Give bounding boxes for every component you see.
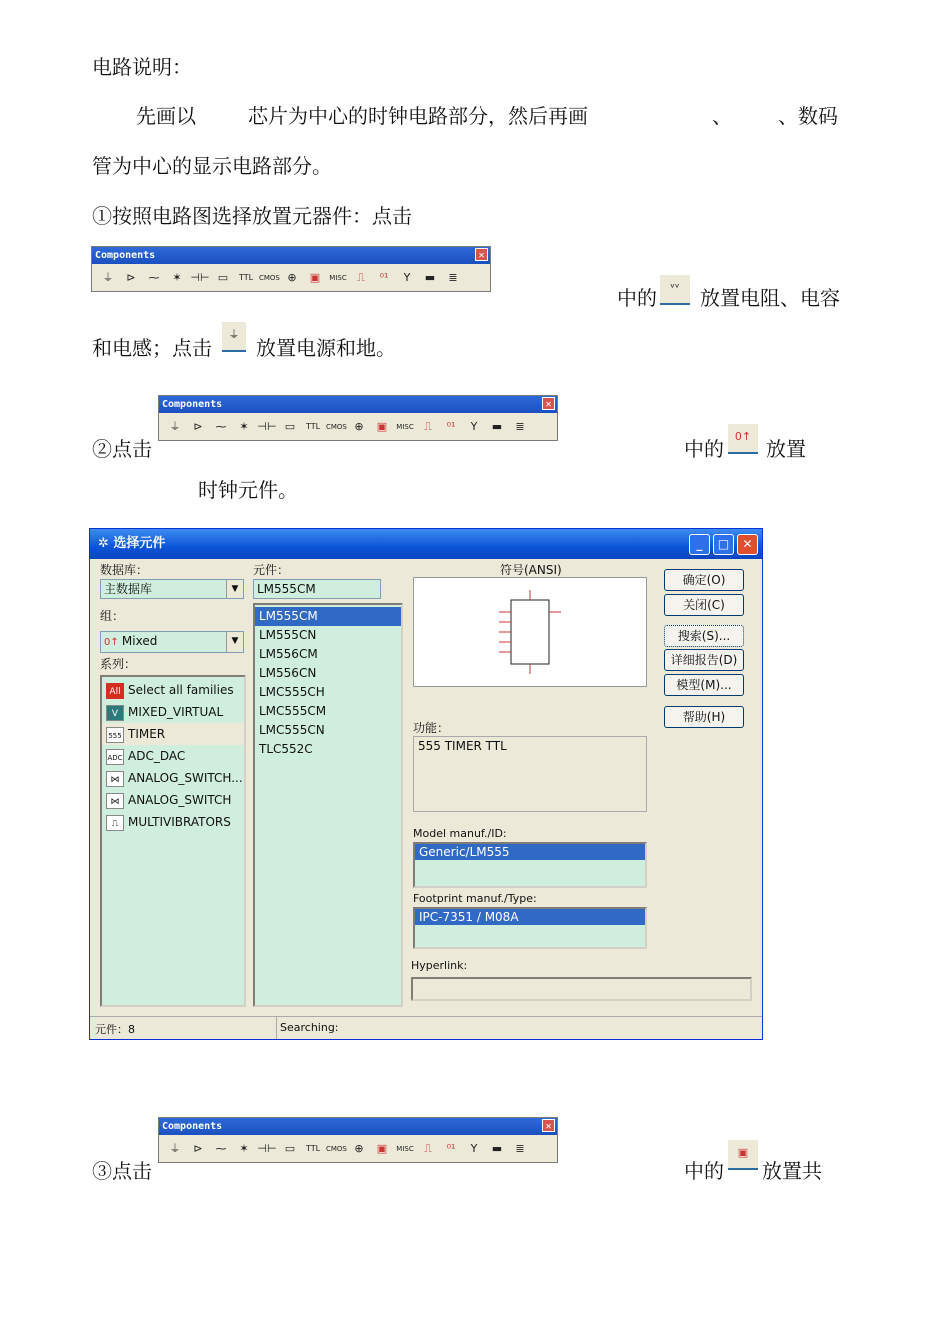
diode-icon[interactable]: ⊳	[193, 419, 203, 433]
family-item-mixed-virtual[interactable]: V MIXED_VIRTUAL	[102, 701, 244, 723]
mixed-icon[interactable]: 0↑	[728, 424, 758, 454]
pulse-icon: ⎍	[106, 815, 124, 831]
component-input[interactable]: LM555CM	[253, 579, 381, 599]
cmos-icon[interactable]: CMOS	[259, 273, 280, 282]
component-label: 元件：	[253, 563, 290, 577]
model-label: Model manuf./ID:	[413, 827, 507, 840]
list-item[interactable]: IPC-7351 / M08A	[415, 909, 645, 925]
toolbar-icons	[92, 264, 490, 291]
group-label: 组：	[100, 609, 125, 623]
timer-symbol-icon	[414, 578, 646, 686]
list-item[interactable]: LM556CN	[259, 666, 317, 680]
mixed-icon[interactable]: ⎍	[357, 270, 365, 284]
symbol-preview	[413, 577, 647, 687]
step2-text: ②点击	[92, 437, 152, 461]
analog-icon[interactable]: ▭	[217, 270, 229, 284]
family-item-multivibrators[interactable]: ⎍ MULTIVIBRATORS	[102, 811, 244, 833]
line1-part-b: 芯片为中心的时钟电路部分，然后再画	[248, 104, 588, 128]
step2-line2: 时钟元件。	[198, 478, 298, 502]
close-icon[interactable]: ✕	[542, 1119, 555, 1132]
resistor-icon[interactable]: ⁓	[215, 1141, 227, 1155]
misc-icon[interactable]: MISC	[329, 273, 347, 282]
capacitor-icon[interactable]: ⊣⊢	[190, 270, 210, 284]
family-item-analog-switch-2[interactable]: ⋈ ANALOG_SWITCH	[102, 789, 244, 811]
group-select[interactable]: 0↑ Mixed ▼	[100, 631, 244, 653]
display-icon[interactable]: ▬	[491, 419, 503, 433]
cmos-icon[interactable]: CMOS	[326, 1144, 347, 1153]
function-label: 功能：	[413, 721, 450, 735]
family-item-timer[interactable]: 555 TIMER	[102, 723, 244, 745]
list-item[interactable]: LMC555CN	[259, 723, 325, 737]
toolbar-caption: Components ✕	[159, 396, 557, 413]
close-icon[interactable]: ✕	[737, 534, 758, 555]
antenna-icon[interactable]: Y	[470, 419, 478, 433]
switch-icon: ⋈	[106, 793, 124, 809]
detail-report-button[interactable]: 详细报告(D)	[664, 649, 744, 671]
chevron-down-icon[interactable]: ▼	[226, 580, 243, 598]
step3-mid: 中的	[684, 1159, 724, 1183]
symbol-label: 符号(ANSI)	[500, 563, 562, 577]
family-item-all[interactable]: All Select all families	[102, 679, 244, 701]
diode-icon[interactable]: ⊳	[193, 1141, 203, 1155]
mixed-digital-icon[interactable]: ⁰¹	[446, 1141, 456, 1155]
ttl-icon[interactable]: TTL	[238, 272, 254, 282]
dialog-titlebar: ✲ 选择元件 _ □ ✕	[90, 529, 762, 559]
mixed-icon: 0↑	[104, 637, 122, 648]
transistor-icon[interactable]: ✶	[172, 270, 182, 284]
family-item-analog-switch-1[interactable]: ⋈ ANALOG_SWITCH...	[102, 767, 244, 789]
display-icon[interactable]: ▬	[424, 270, 436, 284]
timer-icon: 555	[106, 727, 124, 743]
indicator-icon[interactable]: ▣	[376, 419, 388, 433]
select-component-dialog	[89, 528, 763, 1040]
digital-icon[interactable]: ⊕	[287, 270, 297, 284]
mcu-icon[interactable]: ≣	[515, 1141, 525, 1155]
cmos-icon[interactable]: CMOS	[326, 422, 347, 431]
step1-mid: 中的	[617, 286, 657, 310]
power-source-icon[interactable]: ⏚	[222, 322, 246, 352]
ttl-icon[interactable]: TTL	[305, 1143, 321, 1153]
component-list	[253, 603, 403, 1007]
components-toolbar-2	[158, 395, 558, 441]
family-list	[100, 675, 246, 1007]
line1-part-c: 、	[712, 104, 732, 128]
capacitor-icon[interactable]: ⊣⊢	[257, 1141, 277, 1155]
list-item[interactable]: Generic/LM555	[415, 844, 645, 860]
indicator-icon[interactable]: ▣	[309, 270, 321, 284]
status-count: 元件：8	[95, 1023, 135, 1036]
close-icon[interactable]: ✕	[475, 248, 488, 261]
model-list	[413, 842, 647, 888]
power-source-icon[interactable]: ⏚	[169, 419, 181, 433]
line2: 管为中心的显示电路部分。	[92, 154, 332, 178]
antenna-icon[interactable]: Y	[470, 1141, 478, 1155]
step3-text: ③点击	[92, 1159, 152, 1183]
ttl-icon[interactable]: TTL	[305, 421, 321, 431]
mixed-digital-icon[interactable]: ⁰¹	[379, 270, 389, 284]
mixed-icon[interactable]: ⎍	[424, 419, 432, 433]
virtual-icon: V	[106, 705, 124, 721]
model-button[interactable]: 模型(M)...	[664, 674, 744, 696]
digital-icon[interactable]: ⊕	[354, 1141, 364, 1155]
resistor-icon[interactable]: ⁓	[215, 419, 227, 433]
toolbar-caption: Components ✕	[92, 247, 490, 264]
toolbar-icons	[159, 1135, 557, 1162]
digital-icon[interactable]: ⊕	[354, 419, 364, 433]
mixed-icon[interactable]: ⎍	[424, 1141, 432, 1155]
step1-line2-a: 和电感；点击	[92, 336, 212, 360]
resistor-icon[interactable]: ᵛᵛ	[660, 275, 690, 305]
status-divider	[276, 1017, 277, 1039]
status-searching: Searching:	[280, 1021, 339, 1034]
step2-mid: 中的	[684, 437, 724, 461]
step3-end: 放置共	[762, 1159, 822, 1183]
close-icon[interactable]: ✕	[542, 397, 555, 410]
list-item[interactable]: LMC555CH	[259, 685, 325, 699]
toolbar-caption: Components ✕	[159, 1118, 557, 1135]
footprint-list	[413, 907, 647, 949]
all-icon: All	[106, 683, 124, 699]
toolbar-icons	[159, 413, 557, 440]
transistor-icon[interactable]: ✶	[239, 419, 249, 433]
list-item[interactable]: LM556CM	[259, 647, 318, 661]
step1-end: 放置电阻、电容	[700, 286, 840, 310]
list-item[interactable]: LM555CN	[259, 628, 317, 642]
line1-part-d: 、数码	[778, 104, 838, 128]
analog-icon[interactable]: ▭	[284, 419, 296, 433]
list-item[interactable]: LM555CM	[255, 607, 401, 626]
resistor-icon[interactable]: ⁓	[148, 270, 160, 284]
step1-line2-b: 放置电源和地。	[256, 336, 396, 360]
status-bar	[90, 1016, 762, 1039]
minimize-icon[interactable]: _	[689, 534, 710, 555]
transistor-icon[interactable]: ✶	[239, 1141, 249, 1155]
heading: 电路说明：	[92, 55, 192, 79]
indicator-icon[interactable]: ▣	[376, 1141, 388, 1155]
capacitor-icon[interactable]: ⊣⊢	[257, 419, 277, 433]
power-source-icon[interactable]: ⏚	[102, 270, 114, 284]
mcu-icon[interactable]: ≣	[515, 419, 525, 433]
diode-icon[interactable]: ⊳	[126, 270, 136, 284]
function-box: 555 TIMER TTL	[413, 736, 647, 812]
database-select[interactable]: 主数据库 ▼	[100, 579, 244, 599]
power-source-icon[interactable]: ⏚	[169, 1141, 181, 1155]
step1-text: ①按照电路图选择放置元器件：点击	[92, 204, 412, 228]
help-button[interactable]: 帮助(H)	[664, 706, 744, 728]
search-button[interactable]: 搜索(S)...	[664, 625, 744, 647]
analog-icon[interactable]: ▭	[284, 1141, 296, 1155]
mcu-icon[interactable]: ≣	[448, 270, 458, 284]
components-toolbar-3	[158, 1117, 558, 1163]
database-label: 数据库：	[100, 563, 149, 577]
display-icon[interactable]: ▬	[491, 1141, 503, 1155]
close-button[interactable]: 关闭(C)	[664, 594, 744, 616]
line1-part-a: 先画以	[136, 104, 196, 128]
misc-icon[interactable]: MISC	[396, 422, 414, 431]
antenna-icon[interactable]: Y	[403, 270, 411, 284]
switch-icon: ⋈	[106, 771, 124, 787]
chevron-down-icon[interactable]: ▼	[226, 632, 243, 652]
maximize-icon[interactable]: □	[713, 534, 734, 555]
app-icon: ✲	[98, 536, 114, 551]
family-label: 系列：	[100, 657, 137, 671]
adc-icon: ADC	[106, 749, 124, 765]
indicator-icon[interactable]: ▣	[728, 1140, 758, 1170]
mixed-digital-icon[interactable]: ⁰¹	[446, 419, 456, 433]
footprint-label: Footprint manuf./Type:	[413, 892, 537, 905]
hyperlink-field[interactable]	[411, 977, 752, 1001]
components-toolbar-1	[91, 246, 491, 292]
list-item[interactable]: TLC552C	[259, 742, 313, 756]
family-item-adc-dac[interactable]: ADC ADC_DAC	[107, 749, 186, 763]
list-item[interactable]: LMC555CM	[259, 704, 327, 718]
hyperlink-label: Hyperlink:	[411, 959, 468, 972]
step2-end: 放置	[766, 437, 806, 461]
misc-icon[interactable]: MISC	[396, 1144, 414, 1153]
ok-button[interactable]: 确定(O)	[664, 569, 744, 591]
